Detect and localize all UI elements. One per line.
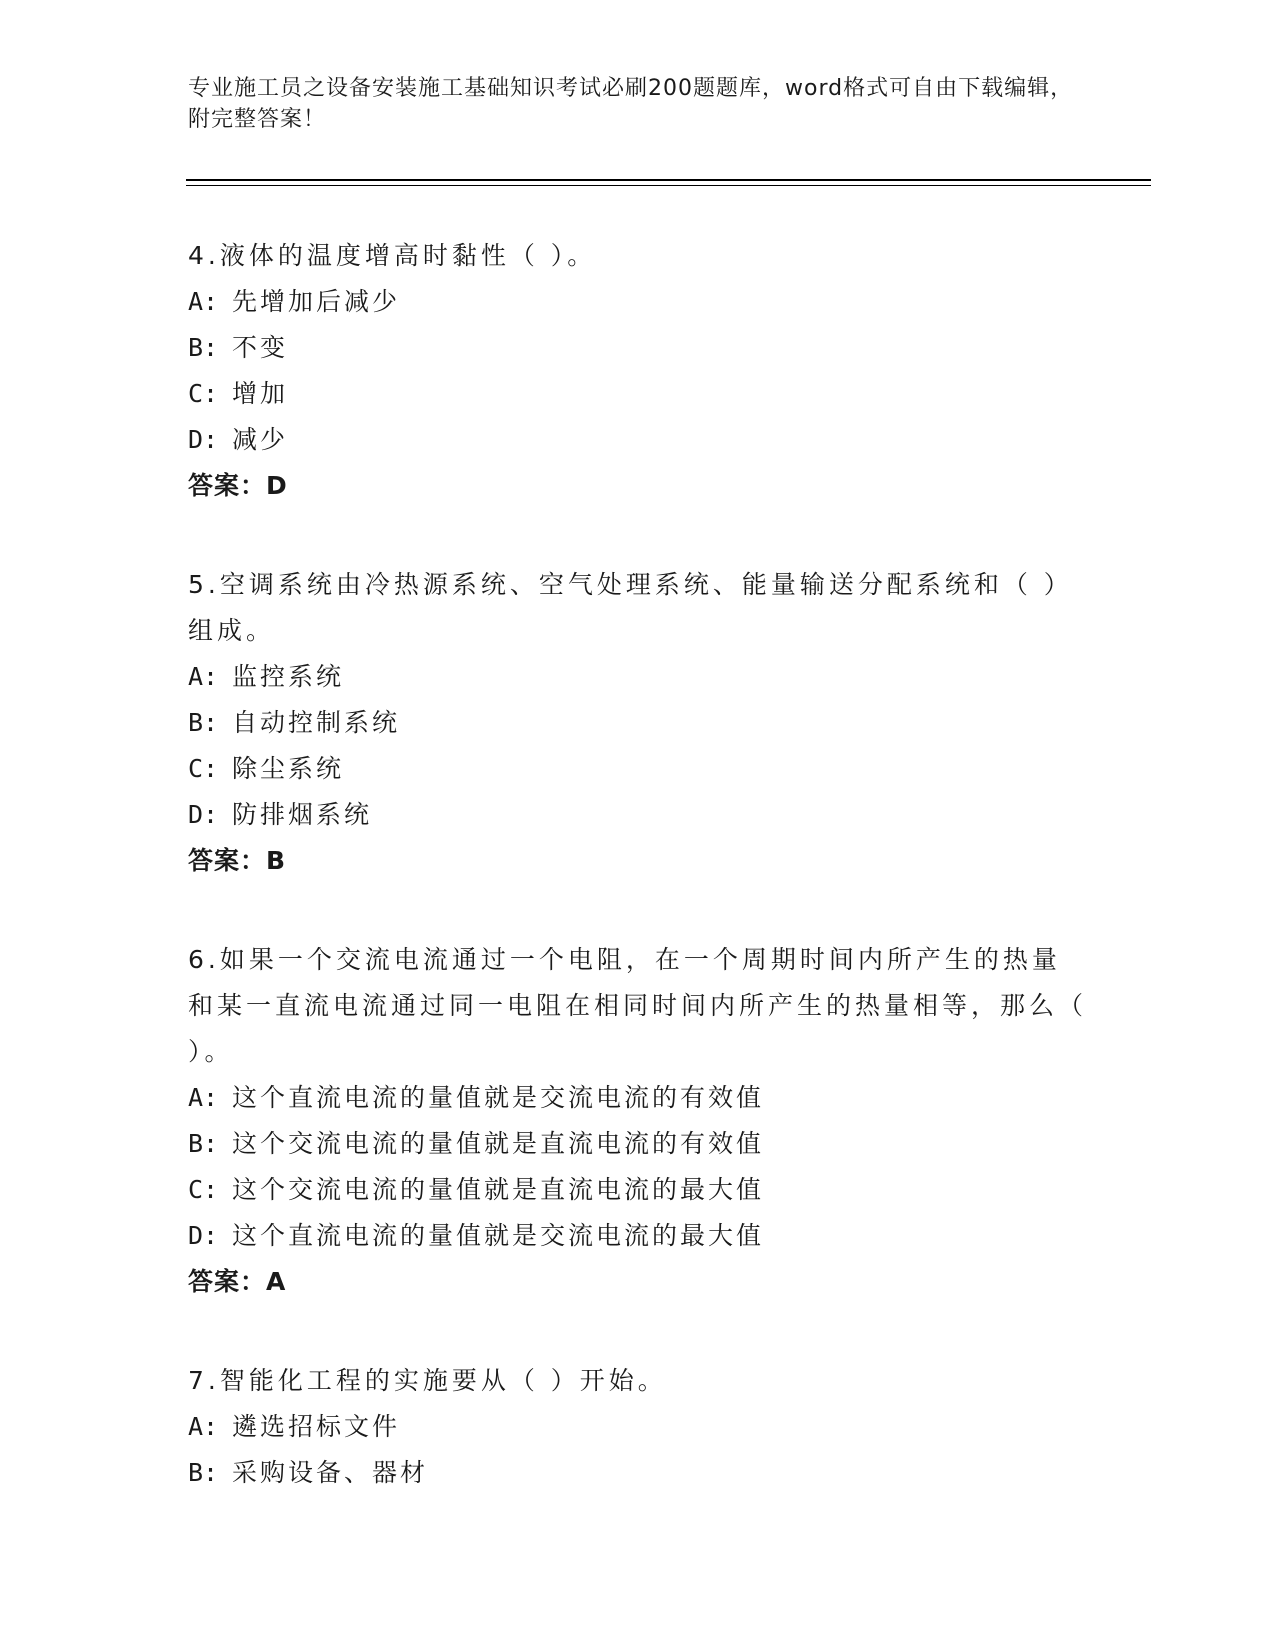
- question-stem: 6.如果一个交流电流通过一个电阻，在一个周期时间内所产生的热量和某一直流电流通过同一电阻在相同时间内所产生的热量相等，那么（ ）。: [188, 945, 1088, 1066]
- option-text: 监控系统: [232, 662, 345, 691]
- answer-line: 答案：A: [188, 1267, 287, 1296]
- question-6: [188, 937, 1088, 1305]
- question-5: [188, 562, 1088, 884]
- document-header: 专业施工员之设备安装施工基础知识考试必刷200题题库，word格式可自由下载编辑，附完整答案！: [188, 76, 1074, 132]
- option-text: 这个直流电流的量值就是交流电流的最大值: [232, 1221, 765, 1250]
- option-text: 增加: [232, 379, 289, 408]
- option-text: 这个交流电流的量值就是直流电流的最大值: [232, 1175, 765, 1204]
- option-letter: D:: [188, 800, 219, 829]
- option-c: [188, 371, 1088, 417]
- option-b: [188, 1450, 1088, 1496]
- answer-line: 答案：D: [188, 471, 288, 500]
- option-text: 遴选招标文件: [232, 1412, 401, 1441]
- option-letter: B:: [188, 1129, 219, 1158]
- option-c: [188, 746, 1088, 792]
- option-letter: A:: [188, 662, 219, 691]
- option-text: 这个直流电流的量值就是交流电流的有效值: [232, 1083, 765, 1112]
- option-a: [188, 279, 1088, 325]
- option-b: [188, 325, 1088, 371]
- option-letter: B:: [188, 1458, 219, 1487]
- option-a: [188, 1075, 1088, 1121]
- option-letter: A:: [188, 1083, 219, 1112]
- header-divider-thick: [186, 179, 1151, 181]
- option-b: [188, 1121, 1088, 1167]
- option-text: 先增加后减少: [232, 287, 401, 316]
- option-letter: D:: [188, 425, 219, 454]
- option-d: [188, 792, 1088, 838]
- option-letter: C:: [188, 379, 219, 408]
- option-d: [188, 1213, 1088, 1259]
- question-list: [188, 233, 1088, 1549]
- option-text: 减少: [232, 425, 289, 454]
- option-d: [188, 417, 1088, 463]
- header-divider-thin: [186, 185, 1151, 186]
- option-text: 自动控制系统: [232, 708, 401, 737]
- option-b: [188, 700, 1088, 746]
- question-stem: 5.空调系统由冷热源系统、空气处理系统、能量输送分配系统和（ ）组成。: [188, 570, 1073, 645]
- option-letter: A:: [188, 287, 219, 316]
- option-text: 采购设备、器材: [232, 1458, 429, 1487]
- option-letter: D:: [188, 1221, 219, 1250]
- option-letter: C:: [188, 1175, 219, 1204]
- question-stem: 4.液体的温度增高时黏性（ ）。: [188, 241, 597, 270]
- option-text: 防排烟系统: [232, 800, 373, 829]
- option-letter: B:: [188, 708, 219, 737]
- question-stem: 7.智能化工程的实施要从（ ）开始。: [188, 1366, 667, 1395]
- option-a: [188, 1404, 1088, 1450]
- option-text: 这个交流电流的量值就是直流电流的有效值: [232, 1129, 765, 1158]
- option-letter: C:: [188, 754, 219, 783]
- option-c: [188, 1167, 1088, 1213]
- option-text: 除尘系统: [232, 754, 345, 783]
- option-letter: A:: [188, 1412, 219, 1441]
- answer-line: 答案：B: [188, 846, 287, 875]
- option-letter: B:: [188, 333, 219, 362]
- question-4: [188, 233, 1088, 509]
- option-text: 不变: [232, 333, 289, 362]
- option-a: [188, 654, 1088, 700]
- question-7: [188, 1358, 1088, 1496]
